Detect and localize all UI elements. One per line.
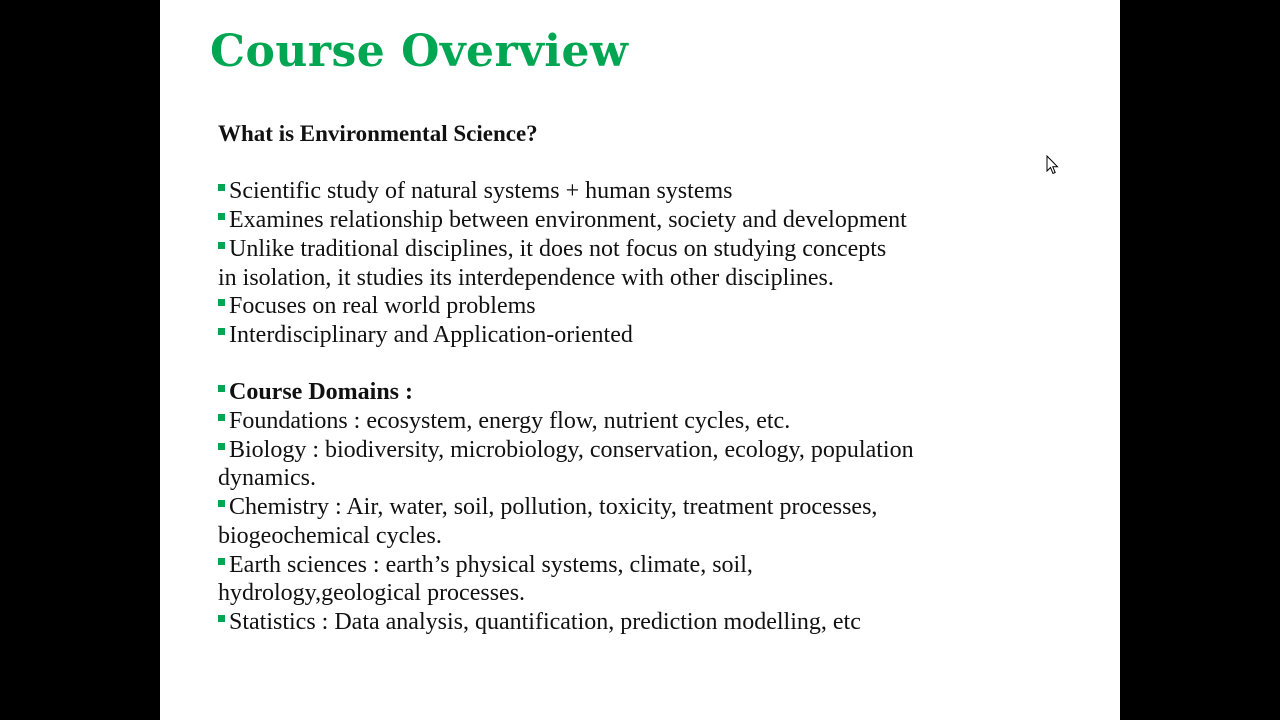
slide-body bbox=[218, 120, 1098, 637]
list-item bbox=[218, 608, 1098, 637]
square-bullet-icon bbox=[218, 385, 225, 392]
square-bullet-icon bbox=[218, 213, 225, 220]
domains-heading-text: Course Domains : bbox=[229, 379, 413, 406]
square-bullet-icon bbox=[218, 184, 225, 191]
list-item bbox=[218, 235, 1098, 264]
square-bullet-icon bbox=[218, 500, 225, 507]
list-item-text: Earth sciences : earth’s physical systems, climate, soil, bbox=[229, 551, 753, 578]
list-item-continuation: in isolation, it studies its interdependence with other disciplines. bbox=[218, 264, 834, 291]
domains-heading bbox=[218, 378, 1098, 407]
square-bullet-icon bbox=[218, 414, 225, 421]
list-item bbox=[218, 292, 1098, 321]
list-item-text: Foundations : ecosystem, energy flow, nutrient cycles, etc. bbox=[229, 408, 791, 434]
list-item-text: Chemistry : Air, water, soil, pollution, toxicity, treatment processes, bbox=[229, 494, 878, 521]
square-bullet-icon bbox=[218, 242, 225, 249]
slide-title: Course Overview bbox=[210, 26, 629, 77]
square-bullet-icon bbox=[218, 443, 225, 450]
list-item-text: Examines relationship between environment, society and development bbox=[229, 207, 907, 234]
square-bullet-icon bbox=[218, 328, 225, 335]
list-item bbox=[218, 493, 1098, 522]
list-item bbox=[218, 177, 1098, 206]
list-item bbox=[218, 407, 1098, 436]
list-item-text: Focuses on real world problems bbox=[229, 293, 536, 320]
list-item-text: Unlike traditional disciplines, it does not focus on studying concepts bbox=[229, 235, 887, 262]
mouse-pointer-icon bbox=[1046, 155, 1060, 175]
list-item-text: Scientific study of natural systems + human systems bbox=[229, 178, 733, 205]
list-item-continuation: biogeochemical cycles. bbox=[218, 522, 442, 549]
list-item bbox=[218, 321, 1098, 350]
list-item-text: Biology : biodiversity, microbiology, conservation, ecology, population bbox=[229, 436, 914, 463]
square-bullet-icon bbox=[218, 558, 225, 565]
list-item-text: Statistics : Data analysis, quantification, prediction modelling, etc bbox=[229, 608, 861, 635]
list-item bbox=[218, 436, 1098, 465]
list-item bbox=[218, 206, 1098, 235]
spacer bbox=[218, 350, 1098, 379]
spacer bbox=[218, 149, 1098, 178]
list-item-continuation: hydrology,geological processes. bbox=[218, 580, 526, 607]
square-bullet-icon bbox=[218, 299, 225, 306]
list-item-continuation: dynamics. bbox=[218, 465, 316, 492]
list-item bbox=[218, 551, 1098, 580]
square-bullet-icon bbox=[218, 615, 225, 622]
slide bbox=[160, 0, 1120, 720]
question-heading: What is Environmental Science? bbox=[218, 121, 538, 146]
list-item-text: Interdisciplinary and Application-oriented bbox=[229, 321, 633, 348]
